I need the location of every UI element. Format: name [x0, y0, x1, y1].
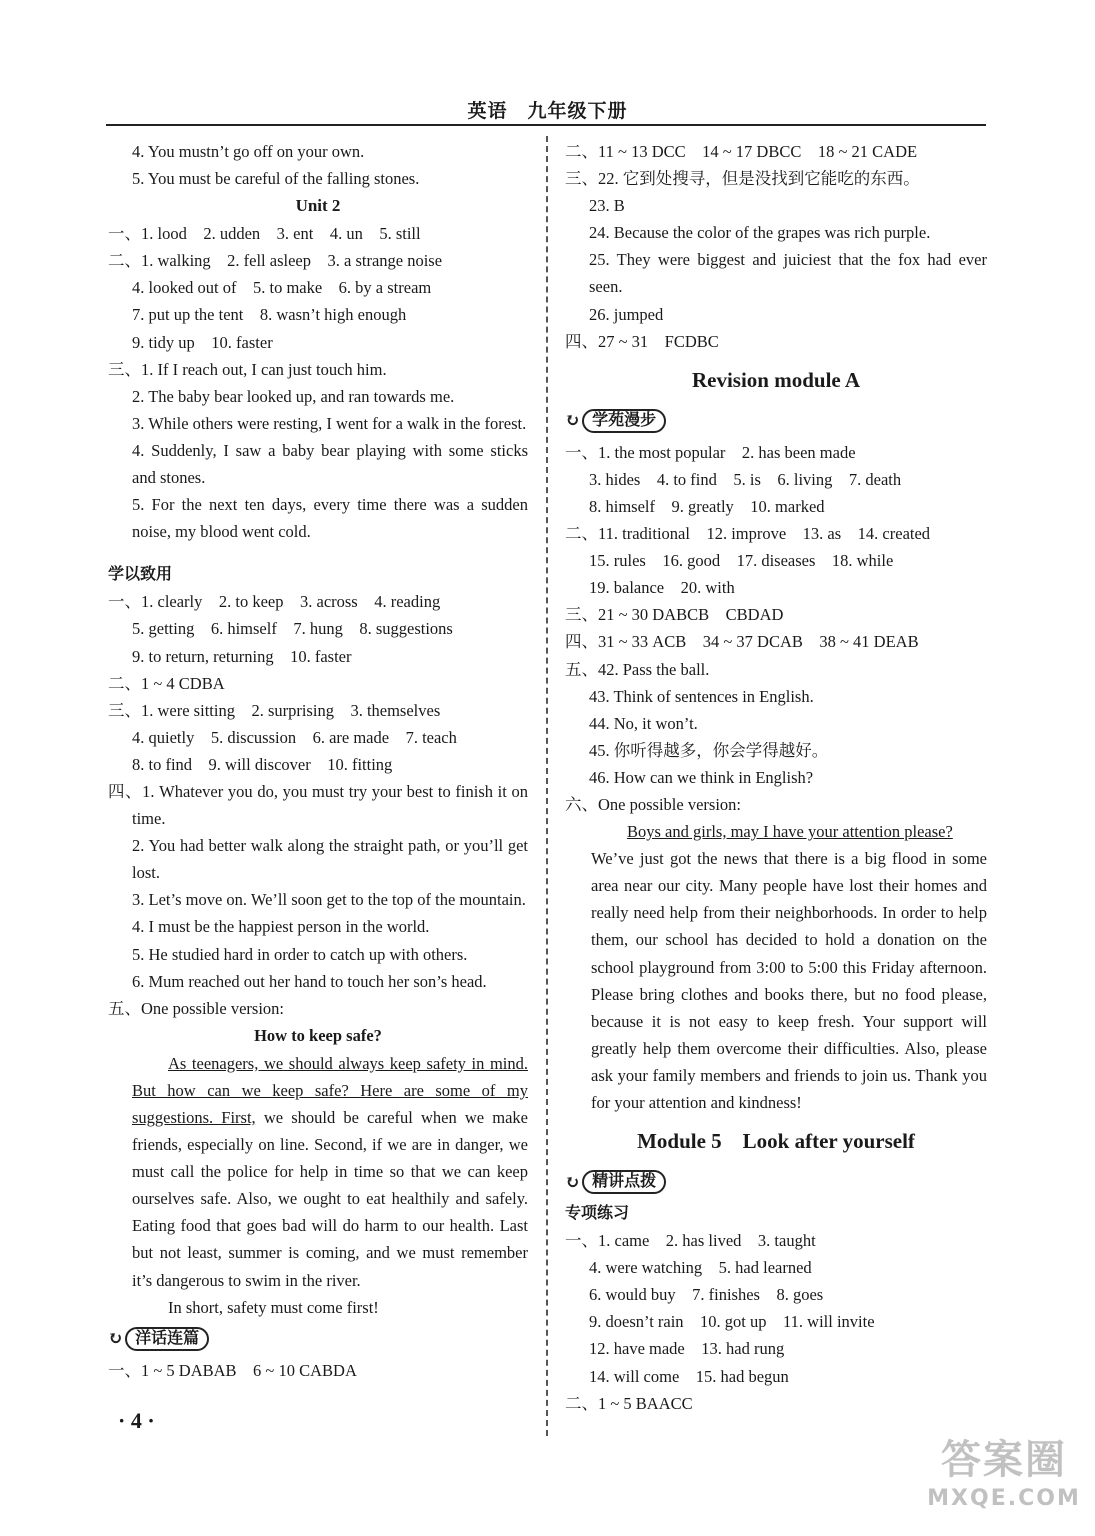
answer-paragraph: 4. Suddenly, I saw a baby bear playing with some sticks and stones. — [132, 440, 528, 488]
answer-line: 六、One possible version: — [565, 794, 741, 814]
answer-line: 15. rules 16. good 17. diseases 18. while — [589, 551, 894, 571]
answer-line: 6. would buy 7. finishes 8. goes — [589, 1285, 824, 1305]
answer-line: 5. You must be careful of the falling stones. — [132, 169, 420, 189]
section-badge — [565, 1168, 666, 1196]
answer-paragraph: 四、1. Whatever you do, you must try your best to finish it on time. — [108, 781, 528, 829]
watermark-url: MXQE.COM — [927, 1486, 1081, 1511]
answer-paragraph: 2. You had better walk along the straight path, or you’ll get lost. — [132, 836, 528, 883]
essay-body — [108, 1050, 528, 1294]
answer-line: 4. You mustn’t go off on your own. — [132, 142, 365, 161]
answer-line: 45. 你听得越多，你会学得越好。 — [589, 740, 829, 760]
answer-line: 5. He studied hard in order to catch up with others. — [132, 944, 468, 964]
section-title-practice: 学以致用 — [108, 566, 173, 584]
answer-line: 五、42. Pass the ball. — [565, 659, 710, 679]
answer-line: 三、21 ~ 30 DABCB CBDAD — [565, 605, 784, 625]
reading-answers-cont — [565, 301, 987, 355]
answer-line: 一、1. came 2. has lived 3. taught — [565, 1231, 816, 1251]
answer-line: 5. getting 6. himself 7. hung 8. suggestions — [132, 619, 453, 639]
answer-line: 二、1 ~ 5 BAACC — [565, 1393, 693, 1413]
revision-answers — [565, 439, 987, 818]
section-badge — [565, 407, 666, 435]
answer-line: 一、1. lood 2. udden 3. ent 4. un 5. still — [108, 224, 421, 244]
essay-end: In short, safety must come first! — [168, 1297, 379, 1317]
unit-title: Unit 2 — [295, 196, 341, 216]
answer-line: 二、11. traditional 12. improve 13. as 14. created — [565, 524, 931, 544]
answer-line: 一、1 ~ 5 DABAB 6 ~ 10 CABDA — [108, 1360, 357, 1380]
swirl-icon: ↻ — [565, 1171, 581, 1192]
essay-underlined: As teenagers, we should always keep safety in mind. But how can we keep safe? Here are some of my suggestions. First, — [132, 1053, 528, 1127]
module-answers — [565, 1227, 987, 1417]
section-badge — [108, 1325, 209, 1353]
swirl-icon: ↻ — [565, 410, 581, 431]
unit-answers — [108, 220, 528, 410]
answer-line: 4. I must be the happiest person in the world. — [132, 917, 430, 937]
right-column — [565, 138, 987, 1417]
swirl-icon: ↻ — [108, 1328, 124, 1349]
practice-answers — [108, 588, 528, 778]
answer-paragraph: 25. They were biggest and juiciest that the fox had ever seen. — [589, 250, 987, 297]
left-column — [108, 138, 528, 1384]
answer-line: 23. B — [589, 196, 625, 216]
watermark-text: 答案圈 — [941, 1437, 1067, 1483]
answer-line: 12. have made 13. had rung — [589, 1339, 785, 1359]
letter-heading: Boys and girls, may I have your attention please? — [627, 822, 953, 842]
answer-line: 一、1. the most popular 2. has been made — [565, 442, 856, 462]
page-header: 英语 九年级下册 — [467, 101, 628, 122]
answer-line: 43. Think of sentences in English. — [589, 686, 814, 706]
badge-label: 精讲点拨 — [582, 1170, 666, 1194]
answer-line: 一、1. clearly 2. to keep 3. across 4. reading — [108, 592, 441, 612]
answer-line: 五、One possible version: — [108, 998, 284, 1018]
answer-line: 9. doesn’t rain 10. got up 11. will invite — [589, 1312, 875, 1332]
answer-line: 四、27 ~ 31 FCDBC — [565, 331, 719, 351]
answer-line: 24. Because the color of the grapes was rich purple. — [589, 223, 931, 243]
badge-label: 学苑漫步 — [582, 409, 666, 433]
answer-line: 二、1 ~ 4 CDBA — [108, 673, 225, 693]
page-number: · 4 · — [118, 1408, 155, 1433]
module-title: Module 5 Look after yourself — [637, 1129, 915, 1154]
answer-line: 4. quietly 5. discussion 6. are made 7. teach — [132, 727, 457, 747]
answer-line: 三、1. were sitting 2. surprising 3. themselves — [108, 700, 441, 720]
answer-line: 二、1. walking 2. fell asleep 3. a strange noise — [108, 251, 443, 271]
answer-line: 三、22. 它到处搜寻，但是没找到它能吃的东西。 — [565, 169, 920, 189]
section-title-special: 专项练习 — [565, 1205, 630, 1223]
watermark-logo — [924, 1436, 1084, 1528]
essay-rest: we should be careful when we make friends, especially on line. Second, if we are in danger, we must call the police for help in time so that we can keep ourselves safe. Also, we ought to eat healthily and safely. Eating food that goes bad will do harm to our health. Last but not least, summer is coming, and we must remember it’s dangerous to swim in the river. — [132, 1108, 528, 1290]
badge-label: 洋话连篇 — [125, 1327, 209, 1351]
header-rule — [106, 124, 986, 126]
answer-line: 3. Let’s move on. We’ll soon get to the top of the mountain. — [132, 890, 526, 910]
answer-line: 2. The baby bear looked up, and ran towards me. — [132, 386, 455, 406]
column-divider — [546, 136, 548, 1436]
answer-line: 6. Mum reached out her hand to touch her son’s head. — [132, 971, 487, 991]
essay-title: How to keep safe? — [254, 1025, 382, 1045]
answer-line: 二、11 ~ 13 DCC 14 ~ 17 DBCC 18 ~ 21 CADE — [565, 142, 918, 161]
answer-line: 四、31 ~ 33 ACB 34 ~ 37 DCAB 38 ~ 41 DEAB — [565, 632, 919, 652]
answer-line: 8. to find 9. will discover 10. fitting — [132, 754, 393, 774]
answer-line: 8. himself 9. greatly 10. marked — [589, 496, 825, 516]
letter-body: We’ve just got the news that there is a big flood in some area near our city. Many people have lost their homes and really need help from their neighborhoods. In order to help them, our school has decided to hold a donation on the school playground from 3:00 to 5:00 this Friday afternoon. Please bring clothes and books there, but no food please, because it is not easy to keep fresh. Your support will greatly help them overcome their difficulties. Also, please ask your family members and friends to join us. Thank you for your attention and kindness! — [591, 849, 987, 1112]
answer-line: 46. How can we think in English? — [589, 767, 814, 787]
answer-line: 14. will come 15. had begun — [589, 1366, 789, 1386]
answer-line: 9. to return, returning 10. faster — [132, 646, 352, 666]
answer-line: 3. hides 4. to find 5. is 6. living 7. death — [589, 469, 902, 489]
answer-paragraph: 5. For the next ten days, every time there was a sudden noise, my blood went cold. — [132, 495, 528, 542]
answer-line: 26. jumped — [589, 304, 664, 324]
answer-paragraph: 3. While others were resting, I went for a walk in the forest. — [132, 413, 527, 433]
revision-title: Revision module A — [691, 367, 861, 392]
answer-line: 三、1. If I reach out, I can just touch him. — [108, 359, 387, 379]
answer-line: 9. tidy up 10. faster — [132, 332, 273, 352]
answer-line: 7. put up the tent 8. wasn’t high enough — [132, 305, 407, 325]
answer-line: 4. were watching 5. had learned — [589, 1258, 812, 1278]
answer-line: 44. No, it won’t. — [589, 713, 698, 733]
reading-answers — [565, 138, 987, 246]
answer-line: 19. balance 20. with — [589, 578, 735, 598]
answer-line: 4. looked out of 5. to make 6. by a stream — [132, 278, 432, 298]
